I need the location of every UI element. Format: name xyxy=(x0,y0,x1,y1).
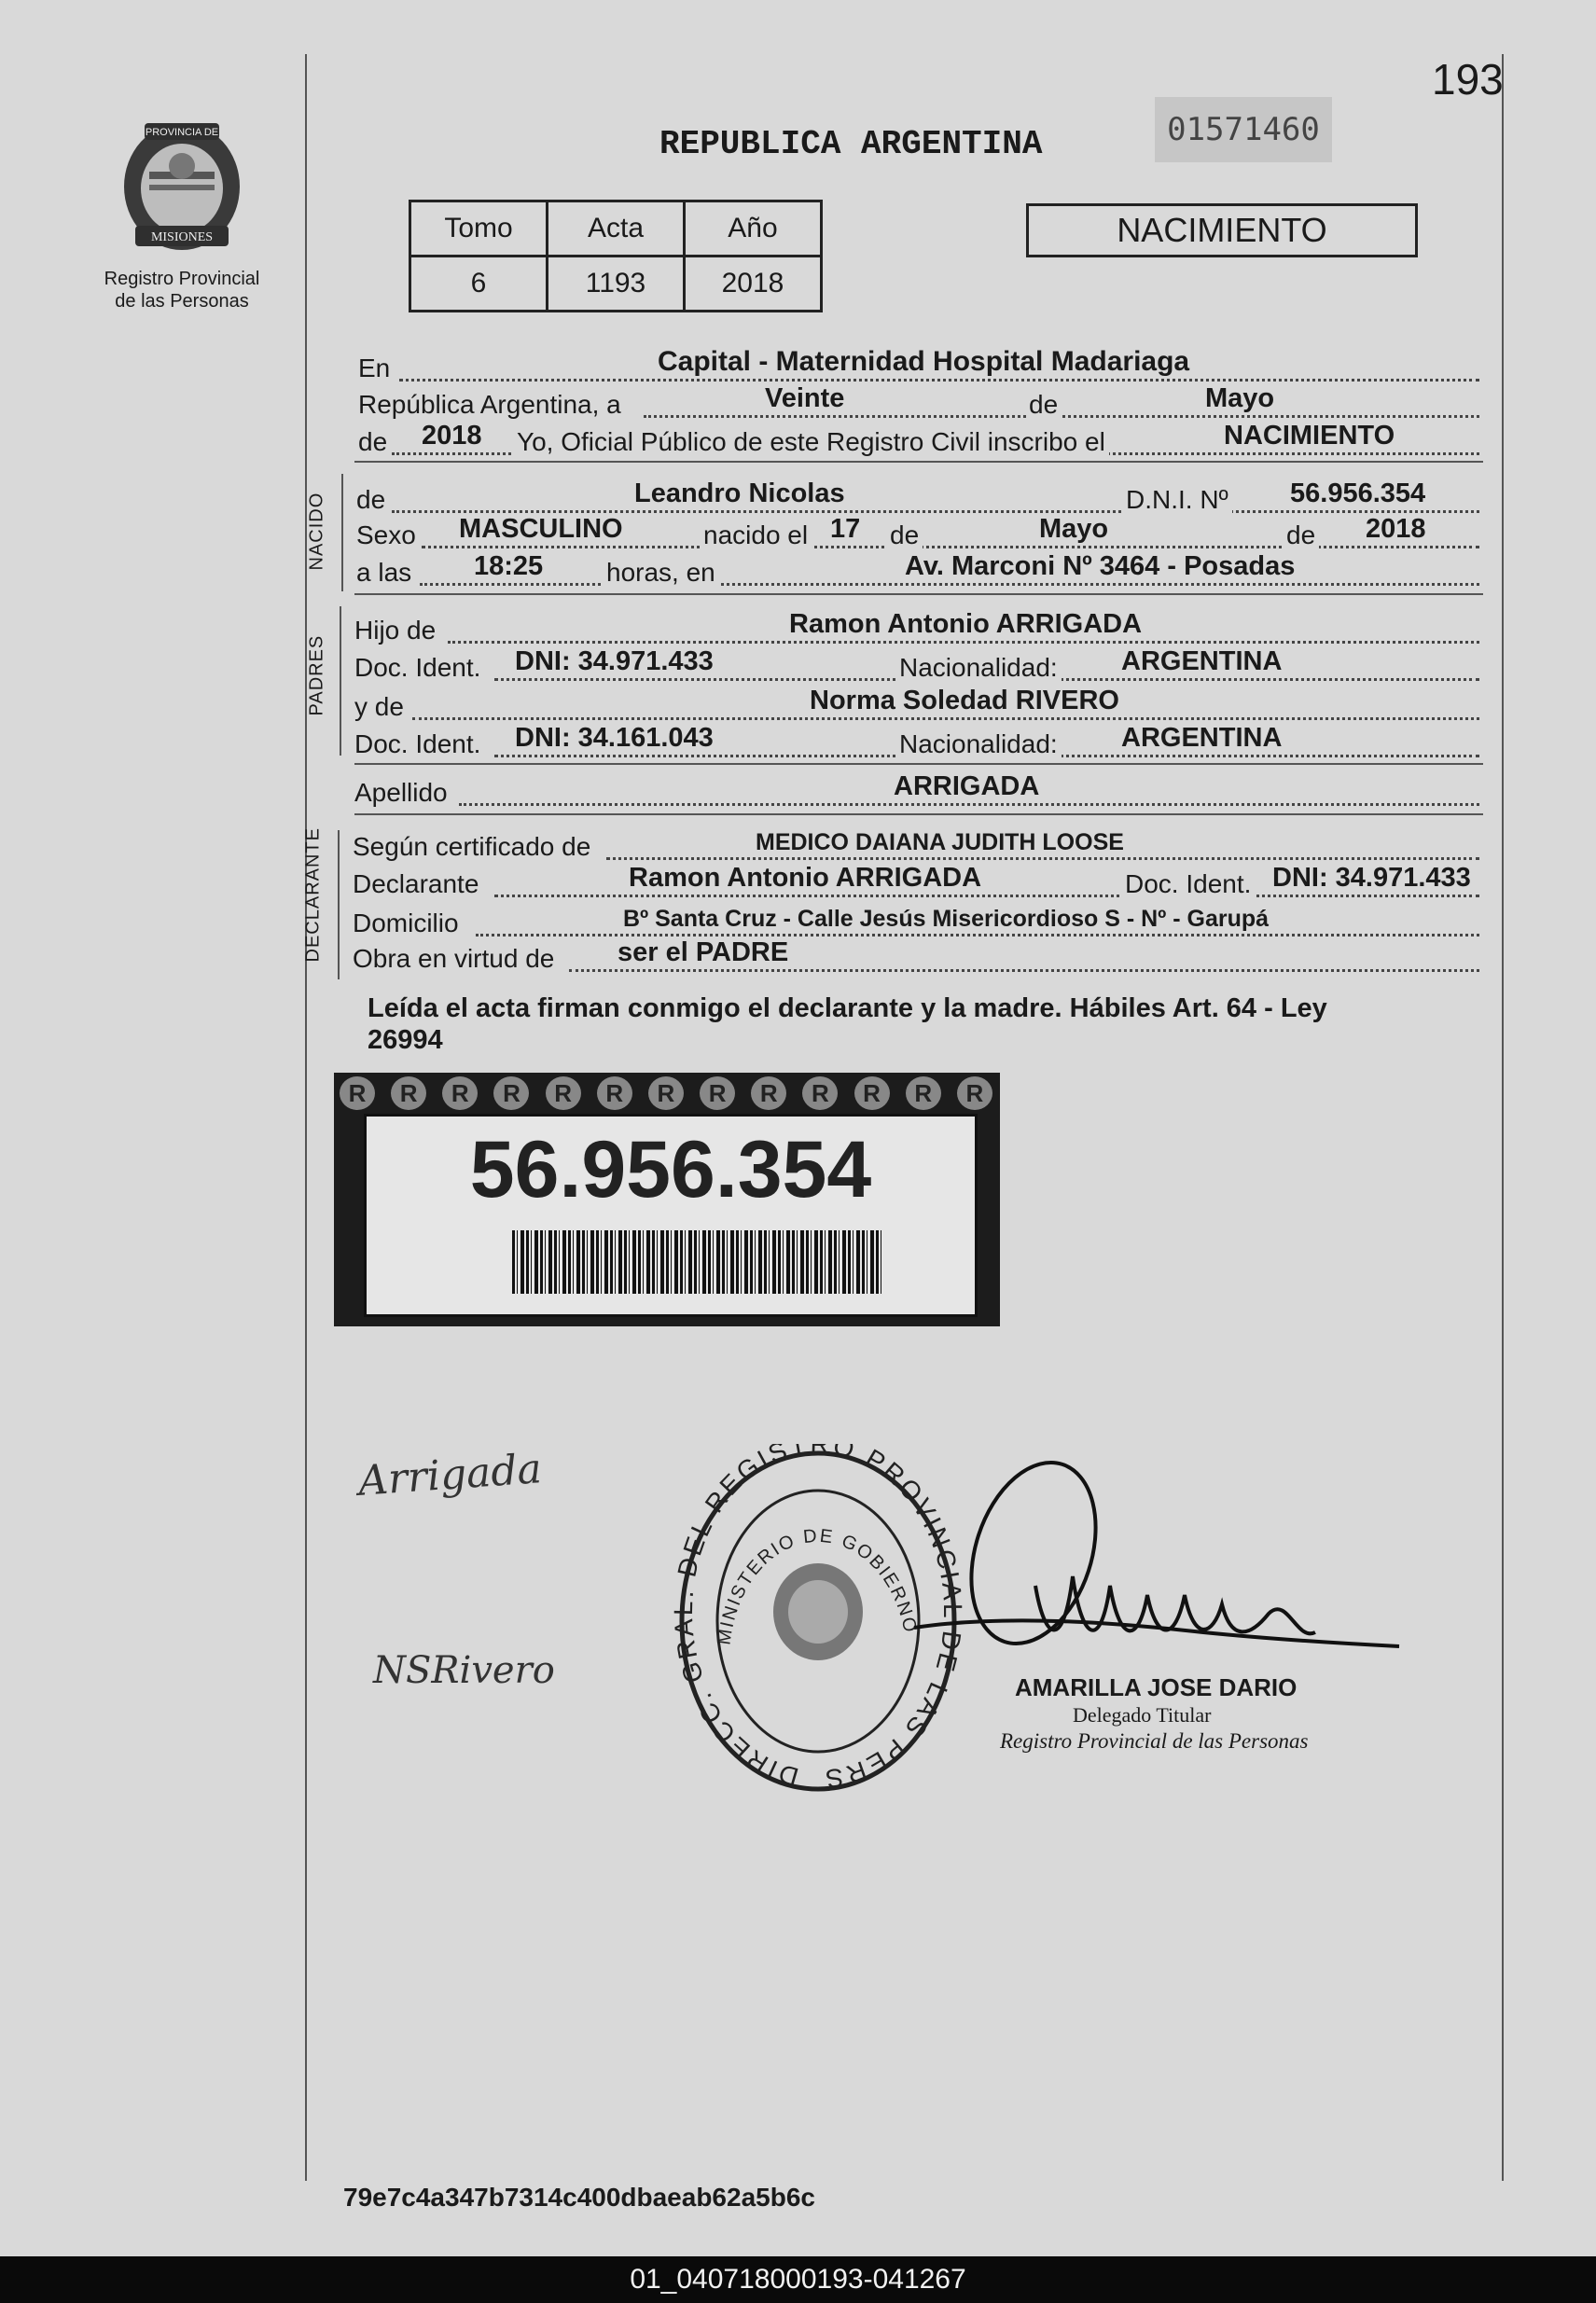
official-name: AMARILLA JOSE DARIO xyxy=(1015,1673,1298,1701)
nacido-row-3: a las 18:25 horas, en Av. Marconi Nº 3464 - Posadas xyxy=(354,554,1479,591)
anio-value: 2018 xyxy=(685,257,822,312)
birth-address: Av. Marconi Nº 3464 - Posadas xyxy=(905,551,1296,581)
closing-statement: Leída el acta firman conmigo el declarante y la madre. Hábiles Art. 64 - Ley 26994 xyxy=(368,993,1327,1055)
acta-value: 1193 xyxy=(548,257,685,312)
mother-name: Norma Soledad RIVERO xyxy=(810,686,1119,715)
year-value: 2018 xyxy=(422,421,482,451)
right-margin-line xyxy=(1502,54,1504,2181)
provincial-logo xyxy=(112,112,252,261)
apellido-row: Apellido ARRIGADA xyxy=(354,774,1479,812)
declarante-doc: DNI: 34.971.433 xyxy=(1272,863,1471,893)
birth-day: 17 xyxy=(830,514,861,544)
day-value: Veinte xyxy=(765,383,845,413)
sticker-pattern: R R R R R R R R R R R R R xyxy=(340,1076,992,1110)
tomo-value: 6 xyxy=(410,257,548,312)
intro-row-2: República Argentina, a Veinte de Mayo xyxy=(354,386,1479,423)
document-hash: 79e7c4a347b7314c400dbaeab62a5b6c xyxy=(343,2183,815,2212)
nacido-row-1: de Leandro Nicolas D.N.I. Nº 56.956.354 xyxy=(354,481,1479,519)
birth-year: 2018 xyxy=(1366,514,1426,544)
apellido-value: ARRIGADA xyxy=(894,771,1040,801)
bottom-id-bar xyxy=(0,2256,1596,2303)
declarante-name: Ramon Antonio ARRIGADA xyxy=(629,863,982,893)
padres-row-3: y de Norma Soledad RIVERO xyxy=(354,688,1479,726)
nacido-row-2: Sexo MASCULINO nacido el 17 de Mayo de 2018 xyxy=(354,517,1479,554)
registry-table xyxy=(409,200,823,312)
padres-row-2: Doc. Ident. DNI: 34.971.433 Nacionalidad: ARGENTINA xyxy=(354,649,1479,687)
acta-header: Acta xyxy=(548,201,685,257)
sticker-inner xyxy=(364,1114,978,1317)
record-type-box: NACIMIENTO xyxy=(1026,203,1418,257)
declarante-signature: Arrigada xyxy=(356,1445,544,1505)
dni-sticker xyxy=(334,1073,1000,1326)
mother-doc: DNI: 34.161.043 xyxy=(515,723,714,753)
decl-row-4: Obra en virtud de ser el PADRE xyxy=(354,940,1479,978)
official-title: Delegado Titular xyxy=(1073,1703,1212,1727)
padres-row-1: Hijo de Ramon Antonio ARRIGADA xyxy=(354,612,1479,649)
svg-text:MINISTERIO DE GOBIERNO: MINISTERIO DE GOBIERNO xyxy=(714,1525,921,1646)
decl-row-1: Según certificado de MEDICO DAIANA JUDITH LOOSE xyxy=(354,828,1479,866)
intro-row-3: de 2018 Yo, Oficial Público de este Registro Civil inscribo el NACIMIENTO xyxy=(354,423,1479,461)
svg-text:PROVINCIA DE: PROVINCIA DE xyxy=(145,127,219,138)
mother-nationality: ARGENTINA xyxy=(1121,723,1283,753)
father-name: Ramon Antonio ARRIGADA xyxy=(789,609,1143,639)
page-number: 193 xyxy=(1432,55,1504,104)
anio-header: Año xyxy=(685,201,822,257)
divider xyxy=(354,461,1483,463)
padres-side-label: PADRES xyxy=(306,634,327,716)
birth-time: 18:25 xyxy=(474,551,544,581)
svg-text:DIRECC. GRAL. DEL REGISTRO PRO: DIRECC. GR DEL REGISTRO PROVINCI E LAS PERS xyxy=(673,1444,963,1795)
place-value: Capital - Maternidad Hospital Madariaga xyxy=(658,346,1190,377)
sticker-barcode xyxy=(512,1230,881,1294)
decl-row-2: Declarante Ramon Antonio ARRIGADA Doc. Ident. DNI: 34.971.433 xyxy=(354,866,1479,903)
bottom-id-text: 01_040718000193-041267 xyxy=(630,2264,966,2295)
official-signature xyxy=(895,1455,1418,1698)
declarante-side-label: DECLARANTE xyxy=(302,827,324,963)
obra-value: ser el PADRE xyxy=(618,937,789,967)
country-title: REPUBLICA ARGENTINA xyxy=(659,125,1043,163)
logo-caption: Registro Provincial de las Personas xyxy=(104,269,260,312)
serial-number: 01571460 xyxy=(1155,97,1332,162)
svg-text:MISIONES: MISIONES xyxy=(150,230,214,244)
intro-row-1: En Capital - Maternidad Hospital Madariaga xyxy=(354,350,1479,387)
nacido-side-label: NACIDO xyxy=(306,492,327,571)
official-org: Registro Provincial de las Personas xyxy=(1000,1729,1309,1753)
father-nationality: ARGENTINA xyxy=(1121,646,1283,676)
madre-signature: NSRivero xyxy=(373,1649,555,1692)
event-value: NACIMIENTO xyxy=(1224,421,1395,451)
decl-row-3: Domicilio Bº Santa Cruz - Calle Jesús Misericordioso S - Nº - Garupá xyxy=(354,905,1479,942)
tomo-header: Tomo xyxy=(410,201,548,257)
left-margin-line xyxy=(305,54,307,2181)
sexo-value: MASCULINO xyxy=(459,514,623,544)
child-dni: 56.956.354 xyxy=(1290,479,1426,508)
month-value: Mayo xyxy=(1205,383,1275,413)
father-doc: DNI: 34.971.433 xyxy=(515,646,714,676)
sticker-dni-number: 56.956.354 xyxy=(469,1125,872,1214)
domicilio-value: Bº Santa Cruz - Calle Jesús Misericordioso S - Nº - Garupá xyxy=(623,906,1270,932)
birth-month: Mayo xyxy=(1039,514,1109,544)
child-name: Leandro Nicolas xyxy=(634,479,845,508)
padres-row-4: Doc. Ident. DNI: 34.161.043 Nacionalidad: ARGENTINA xyxy=(354,726,1479,763)
cert-value: MEDICO DAIANA JUDITH LOOSE xyxy=(756,829,1124,855)
